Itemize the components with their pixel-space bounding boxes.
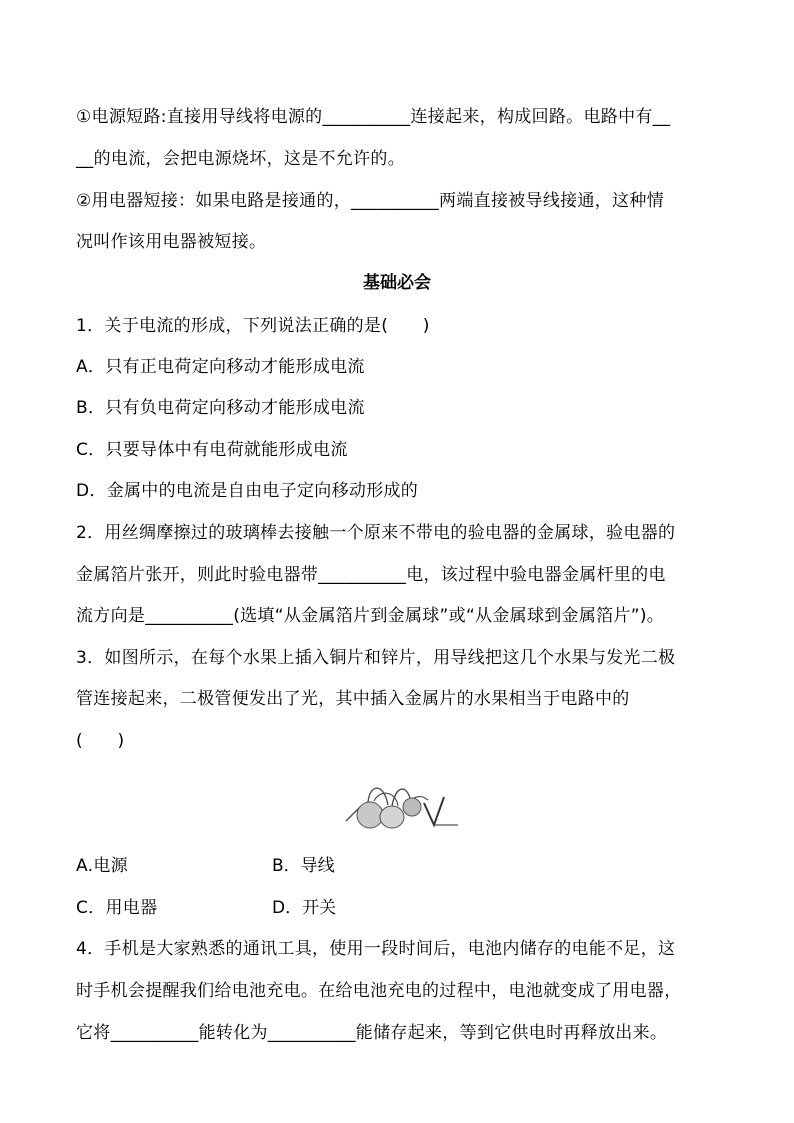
- question-3-line: 管连接起来，二极管便发出了光，其中插入金属片的水果相当于电路中的: [76, 689, 630, 709]
- question-4-line: 它将__________能转化为__________能储存起来，等到它供电时再释放出来。: [76, 1023, 668, 1043]
- text-line: 况叫作该用电器被短接。: [76, 232, 267, 252]
- q3-option-d: D．开关: [272, 898, 337, 918]
- text-line: ②用电器短接：如果电路是接通的，__________两端直接被导线接通，这种情: [76, 191, 664, 211]
- question-3-line: 3．如图所示，在每个水果上插入铜片和锌片，用导线把这几个水果与发光二极: [76, 648, 676, 668]
- question-3-paren: ( ): [76, 731, 125, 751]
- q3-option-c: C．用电器: [76, 898, 158, 918]
- fruit-battery-figure: [340, 775, 460, 833]
- q3-option-b: B．导线: [272, 856, 335, 876]
- question-2-line: 金属箔片张开，则此时验电器带__________电，该过程中验电器金属杆里的电: [76, 565, 666, 585]
- question-2-line: 2．用丝绸摩擦过的玻璃棒去接触一个原来不带电的验电器的金属球，验电器的: [76, 523, 676, 543]
- q3-option-a: A.电源: [76, 856, 128, 876]
- question-4-line: 4．手机是大家熟悉的通讯工具，使用一段时间后，电池内储存的电能不足，这: [76, 939, 676, 959]
- question-1-stem: 1．关于电流的形成，下列说法正确的是( ): [76, 316, 430, 336]
- q1-option-b: B．只有负电荷定向移动才能形成电流: [76, 398, 365, 418]
- section-title: 基础必会: [363, 273, 431, 293]
- q1-option-a: A．只有正电荷定向移动才能形成电流: [76, 357, 365, 377]
- q1-option-c: C．只要导体中有电荷就能形成电流: [76, 440, 348, 460]
- q1-option-d: D．金属中的电流是自由电子定向移动形成的: [76, 481, 419, 501]
- question-2-line: 流方向是__________(选填“从金属箔片到金属球”或“从金属球到金属箔片”)。: [76, 606, 665, 626]
- text-line: ①电源短路:直接用导线将电源的__________连接起来，构成回路。电路中有__: [76, 107, 671, 127]
- question-4-line: 时手机会提醒我们给电池充电。在给电池充电的过程中，电池就变成了用电器，: [76, 981, 682, 1001]
- text-line: __的电流，会把电源烧坏，这是不允许的。: [76, 149, 405, 169]
